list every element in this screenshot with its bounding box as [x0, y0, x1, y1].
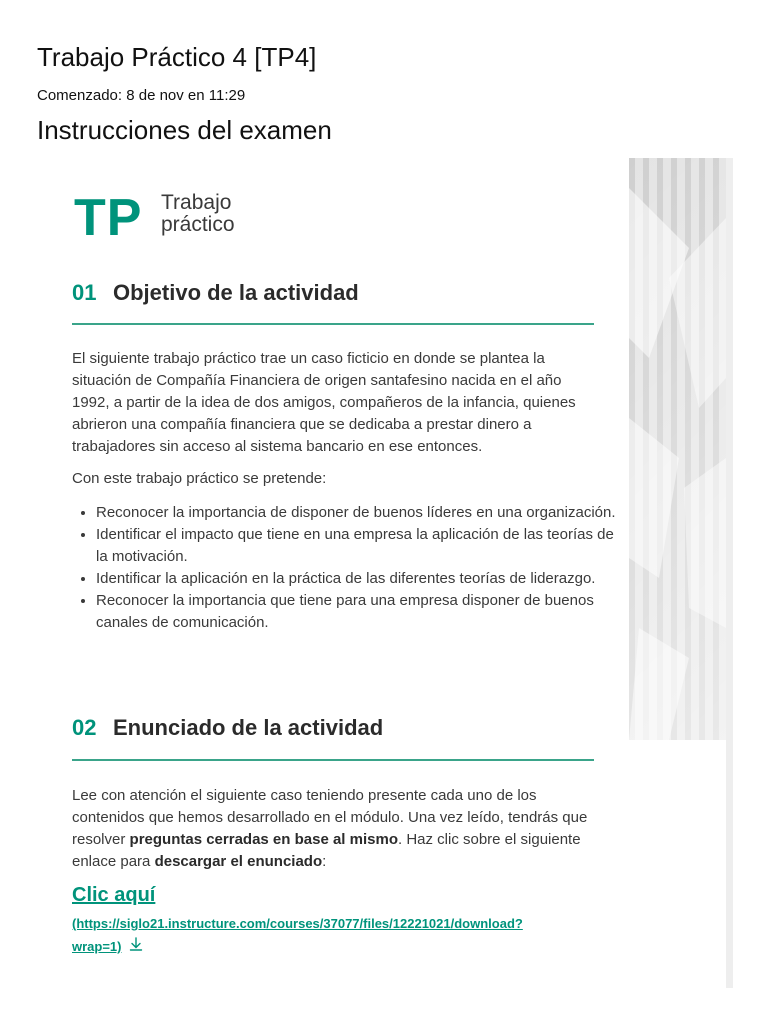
section-divider: [72, 759, 594, 761]
tp-logo-line1: Trabajo: [161, 191, 232, 214]
bold-text: descargar el enunciado: [154, 853, 323, 870]
decorative-side-image: [629, 158, 726, 740]
section-number: 02: [72, 715, 97, 740]
list-item: • Identificar la aplicación en la práctica de las diferentes teorías de liderazgo.: [96, 568, 618, 590]
objective-paragraph: El siguiente trabajo práctico trae un caso ficticio en donde se plantea la situación de Compañía Financiera de origen santafesino nacida en el año 1992, a partir de la idea de dos amigos, compañeros de la infancia, quienes abrieron una compañía financiera que se dedicaba a prestar dinero a trabajadores sin acceso al sistema bancario en ese entonces.: [72, 350, 576, 455]
text-run: :: [322, 853, 327, 870]
scrollbar[interactable]: [726, 158, 733, 988]
list-item: • Reconocer la importancia que tiene para una empresa disponer de buenos canales de comunicación.: [96, 590, 618, 634]
download-url-link[interactable]: [72, 912, 572, 959]
list-item: • Reconocer la importancia de disponer de buenos líderes en una organización.: [96, 502, 618, 524]
section-number: 01: [72, 280, 97, 305]
section-divider: [72, 323, 594, 325]
enunciado-paragraph: [72, 785, 594, 873]
download-arrow-icon[interactable]: [128, 936, 144, 959]
tp-logo-words: [161, 192, 235, 236]
list-item: • Identificar el impacto que tiene en una empresa la aplicación de las teorías de la motivación.: [96, 524, 618, 568]
page-title: Trabajo Práctico 4 [TP4]: [37, 42, 317, 72]
tp-logo-line2: práctico: [161, 213, 235, 236]
instructions-title: Instrucciones del examen: [37, 115, 332, 145]
section-title: Objetivo de la actividad: [113, 280, 359, 305]
objective-intro: Con este trabajo práctico se pretende:: [72, 470, 327, 487]
started-timestamp: Comenzado: 8 de nov en 11:29: [37, 87, 246, 104]
text-run: Lee con atención el siguiente caso teniendo presente cada uno de los contenidos que hemos desarrollado en el módulo. Una vez leído, tendrás que resolver: [72, 787, 588, 848]
section-title: Enunciado de la actividad: [113, 715, 384, 740]
objective-list: [72, 502, 618, 634]
bold-text: preguntas cerradas en base al mismo: [129, 831, 398, 848]
download-url-text[interactable]: (https://siglo21.instructure.com/courses/37077/files/12221021/download?wrap=1): [72, 916, 523, 954]
clic-aqui-link[interactable]: Clic aquí: [72, 884, 156, 906]
tp-logo-mark: TP: [74, 189, 143, 247]
text-run: . Haz clic sobre el siguiente enlace para: [72, 831, 581, 870]
